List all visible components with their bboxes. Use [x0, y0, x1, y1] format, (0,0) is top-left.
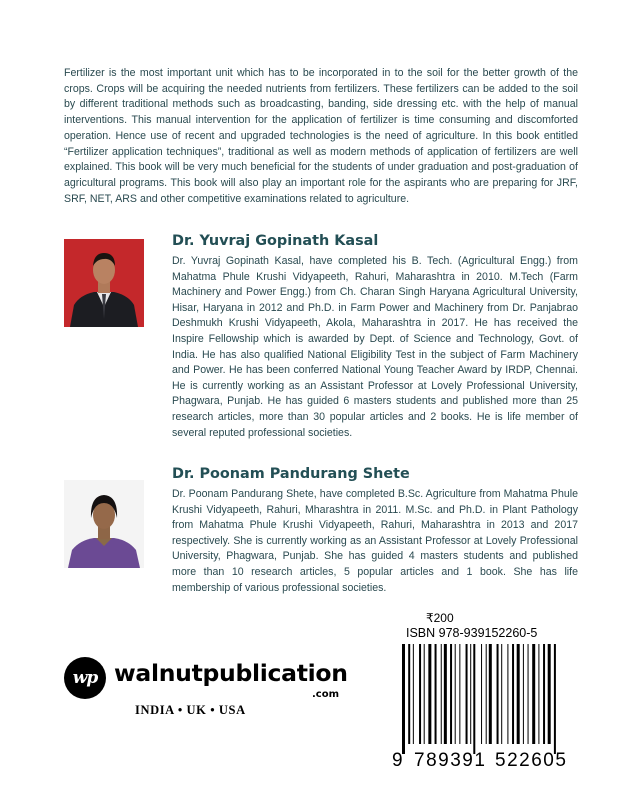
barcode-bar — [532, 644, 535, 744]
barcode-bar — [481, 644, 482, 744]
barcode-bar — [497, 644, 499, 744]
barcode-bar — [428, 644, 431, 744]
barcode-bar — [512, 644, 514, 744]
author-name: Dr. Yuvraj Gopinath Kasal — [172, 233, 379, 249]
barcode-bar — [486, 644, 487, 744]
barcode-bar — [554, 644, 556, 754]
publisher-domain: .com — [312, 689, 340, 700]
barcode-bar — [413, 644, 414, 744]
book-description: Fertilizer is the most important unit which has to be incorporated in to the soil for the better growth of the crops. Crops will be acquiring the needed nutrients from fertilizers. These fertilizers can be added to the soil by different traditional methods such as broadcasting, banding, side dressing etc. with the help of manual interventions. This manual intervention for the application of fertilizer is time consuming and discomforted operation. Hence use of recent and upgraded technologies is the need of agriculture. In this book entitled “Fertilizer application techniques”, traditional as well as modern methods of application of fertilizers are well explained. This book will be very much beneficial for the students of under graduation and post-graduation of agricultural programs. This book will also play an important role for the aspirants who are preparing for JRF, SRF, NET, ARS and other competitive examinations related to agriculture. — [64, 67, 578, 205]
barcode-bar — [528, 644, 529, 744]
barcode-bar — [419, 644, 421, 744]
isbn-number: ISBN 978-939152260-5 — [406, 626, 538, 640]
author-name: Dr. Poonam Pandurang Shete — [172, 466, 410, 482]
barcode-bar — [507, 644, 508, 744]
barcode-bar — [466, 644, 468, 744]
barcode-bar — [501, 644, 502, 744]
walnut-logo-icon: wp — [64, 657, 106, 699]
publisher-name: walnutpublication — [114, 659, 348, 687]
barcode-bars — [392, 644, 580, 754]
barcode-bar — [435, 644, 437, 744]
barcode-bar — [441, 644, 442, 744]
barcode-bar — [538, 644, 539, 744]
author-bio-text: Dr. Yuvraj Gopinath Kasal, have completed his B. Tech. (Agricultural Engg.) from Mahatma Phule Krushi Vidyapeeth, Rahuri, Maharashtra in 2010. M.Tech (Farm Machinery and Power Engg.) from Ch. Charan Singh Haryana Agricultural University, Hisar, Haryana in 2012 and Ph.D. in Farm Power and Machinery from Dr. Panjabrao Deshmukh Krushi Vidyapeeth, Akola, Maharashtra in 2017. He has received the Inspire Fellowship which is awarded by Dept. of Science and Technology, Govt. of India. He has also qualified National Eligibility Test in the subject of Farm Machinery and Power. He has been conferred National Young Teacher Award by IRDP, Chennai. He is currently working as an Assistant Professor at Lovely Professional University, Phagwara, Punjab. He has guided 6 masters students and published more than 25 research articles, more than 30 popular articles and 2 books. He is life member of several reputed professional societies. — [172, 255, 578, 439]
barcode-first-digit: 9 — [392, 750, 403, 771]
isbn-barcode — [392, 624, 580, 779]
barcode-bar — [548, 644, 551, 744]
barcode-right-digits: 522605 — [495, 750, 568, 771]
barcode-bar — [408, 644, 410, 744]
barcode-bar — [424, 644, 425, 744]
barcode-bar — [402, 644, 405, 754]
author-bio-text: Dr. Poonam Pandurang Shete, have completed B.Sc. Agriculture from Mahatma Phule Krushi Vidyapeeth, Rahuri, Mharashtra in 2011. M.Sc. and Ph.D. in Plant Pathology from Mahatma Phule Krushi Vidyapeeth, Rahuri, Maharashtra in 2013 and 2017 respectively. She is currently working as an Assistant Professor at Lovely Professional University, Phagwara, Punjab. She has guided 4 masters students and published more than 10 research articles, 5 popular articles and 1 book. She has life membership of various professional societies. — [172, 488, 578, 594]
barcode-bar — [459, 644, 460, 744]
barcode-bar — [470, 644, 471, 744]
author-bio-2 — [172, 466, 578, 596]
barcode-bar — [523, 644, 524, 744]
barcode-bar — [444, 644, 447, 744]
barcode-bar — [455, 644, 456, 744]
barcode-bar — [473, 644, 475, 754]
price-label: ₹200 — [426, 611, 454, 625]
author-photo-2 — [64, 480, 144, 568]
author-bio-1 — [172, 233, 578, 441]
barcode-bar — [450, 644, 452, 744]
publisher-regions: INDIA • UK • USA — [135, 703, 246, 717]
author-photo-1 — [64, 239, 144, 327]
barcode-bar — [517, 644, 520, 744]
barcode-bar — [489, 644, 492, 744]
barcode-bar — [543, 644, 545, 744]
barcode-left-digits: 789391 — [414, 750, 487, 771]
